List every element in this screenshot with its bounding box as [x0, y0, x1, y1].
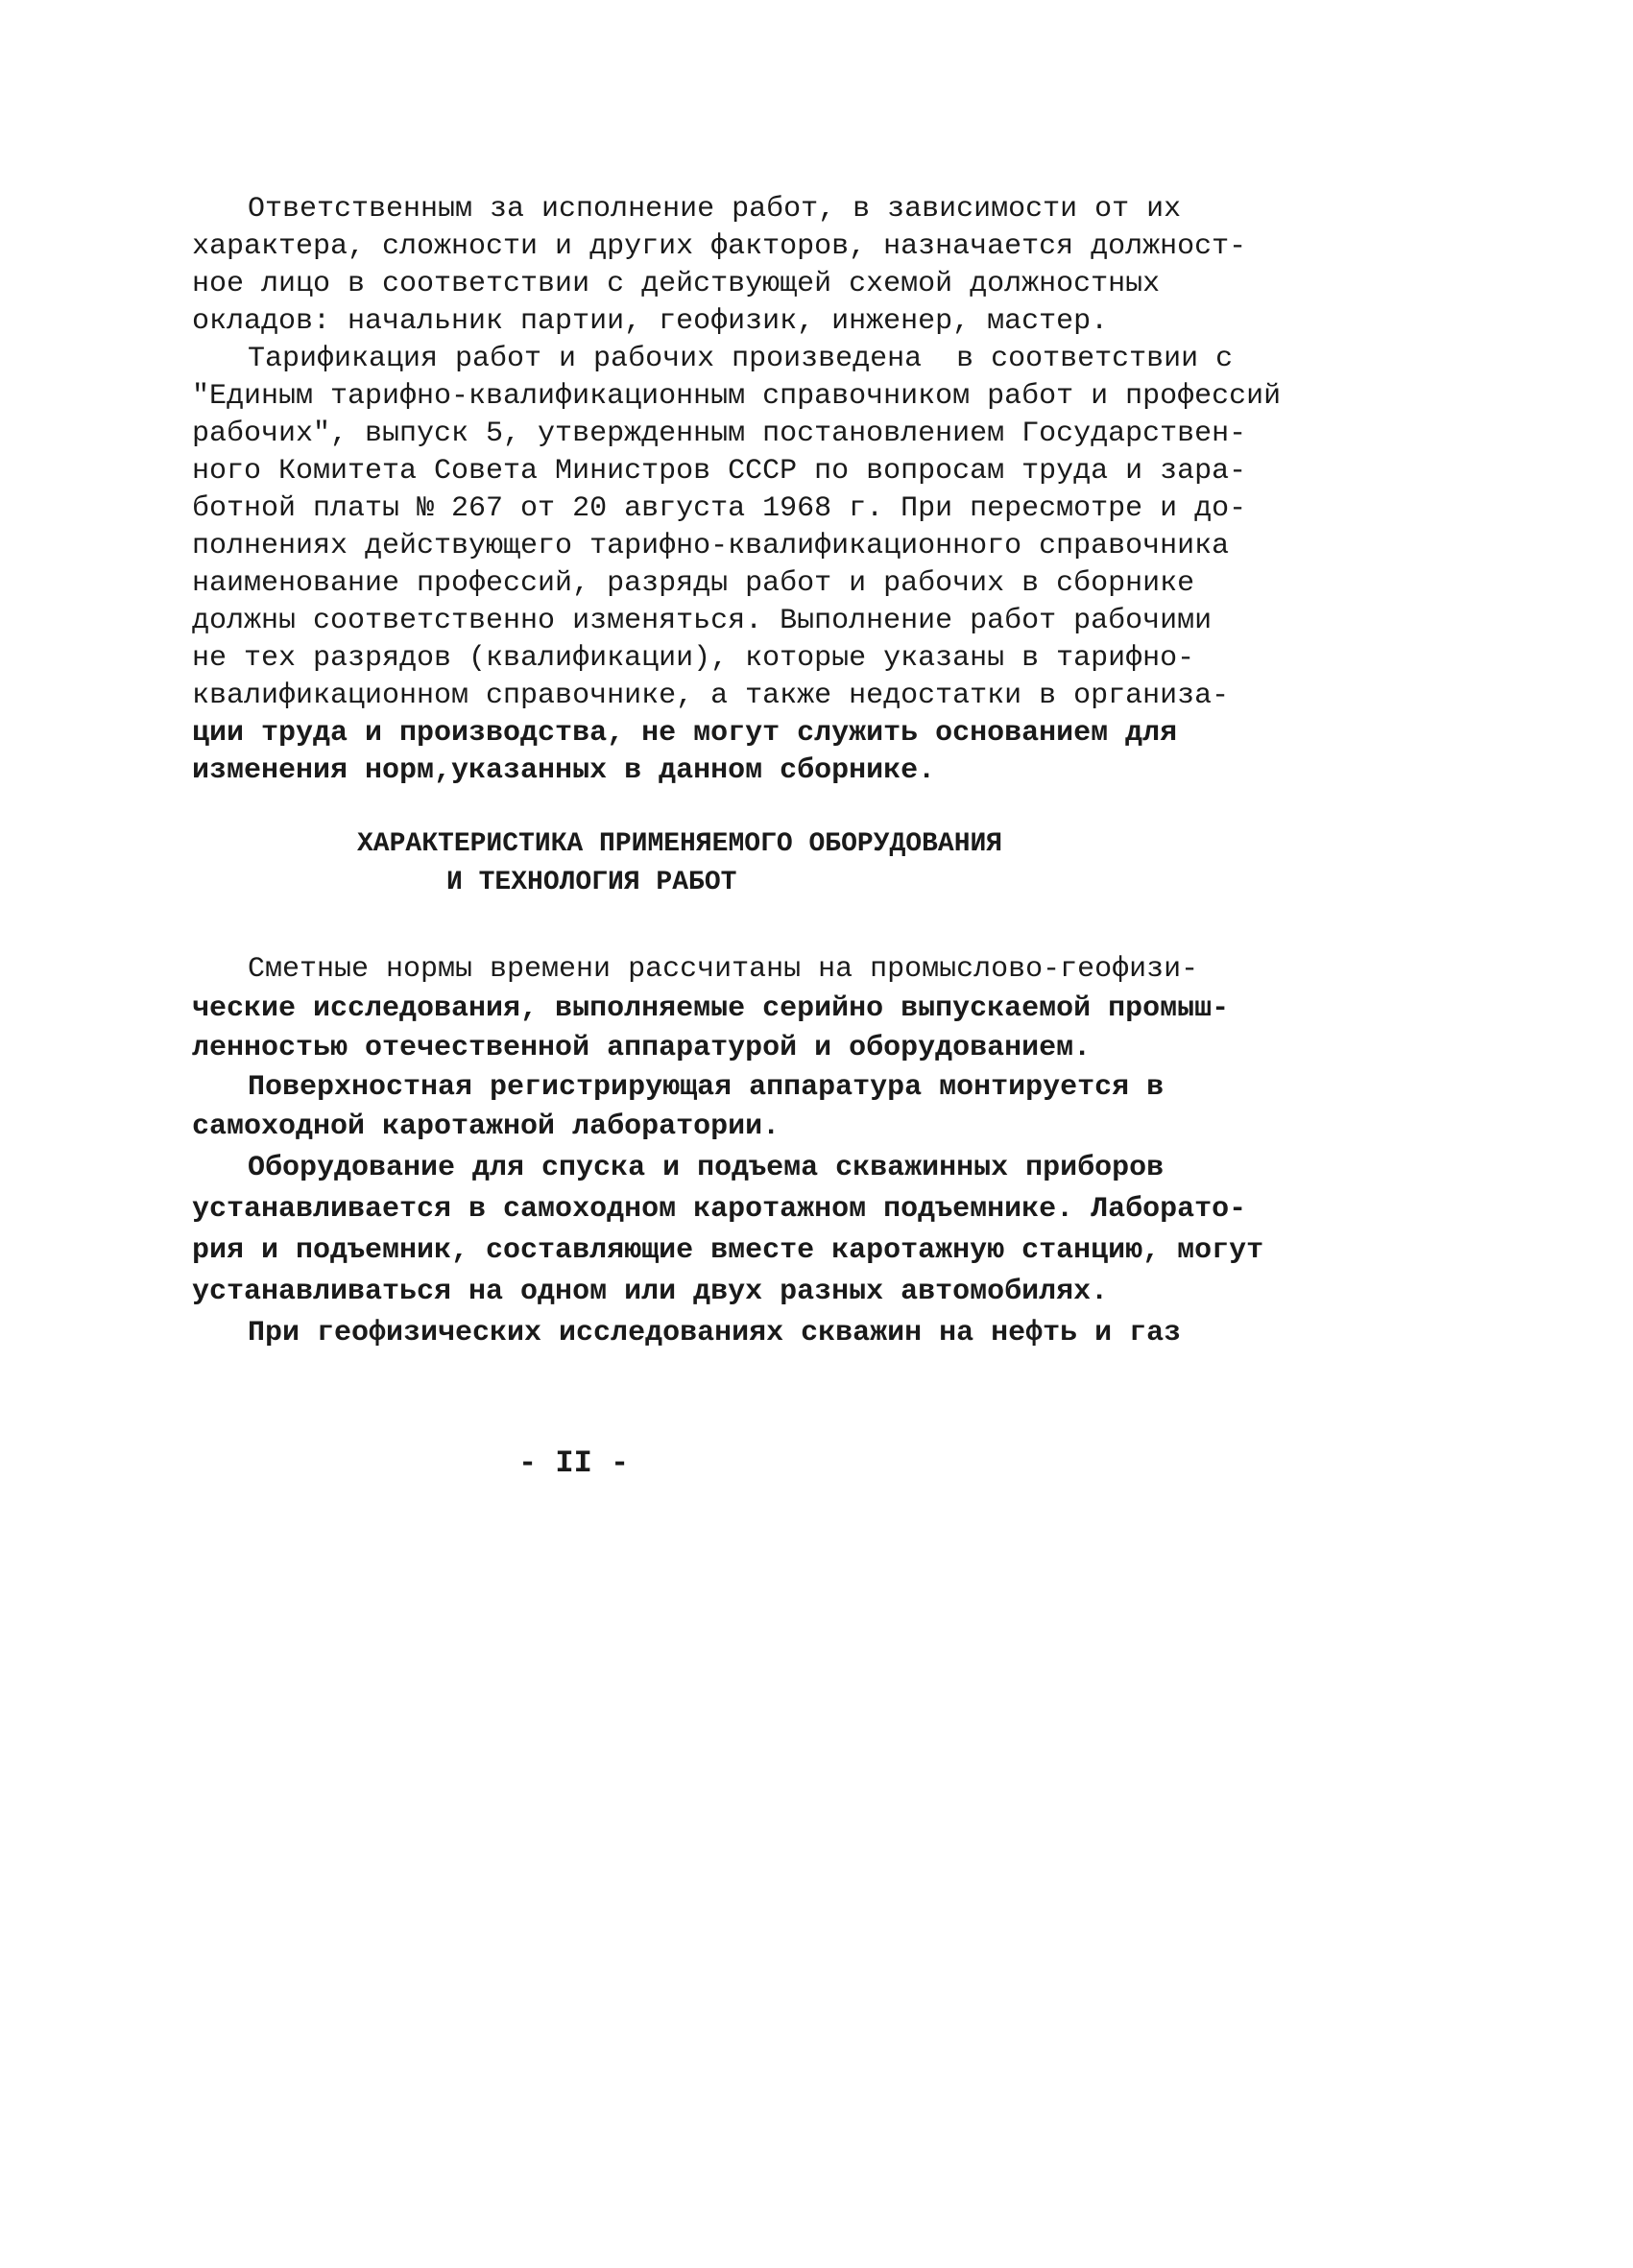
- text-line: характера, сложности и других факторов, назначается должност-: [192, 230, 1247, 263]
- text-line: окладов: начальник партии, геофизик, инженер, мастер.: [192, 305, 1109, 338]
- text-line: Тарификация работ и рабочих произведена в соответствии с: [248, 343, 1234, 375]
- text-line: устанавливаться на одном или двух разных автомобилях.: [192, 1276, 1109, 1308]
- section-heading: И ТЕХНОЛОГИЯ РАБОТ: [446, 868, 737, 897]
- text-line: "Единым тарифно-квалификационным справочником работ и профессий: [192, 380, 1282, 413]
- section-heading: ХАРАКТЕРИСТИКА ПРИМЕНЯЕМОГО ОБОРУДОВАНИЯ: [357, 829, 1003, 859]
- text-line: Оборудование для спуска и подъема скважинных приборов: [248, 1152, 1165, 1184]
- text-line: самоходной каротажной лаборатории.: [192, 1110, 780, 1143]
- text-line: изменения норм,указанных в данном сборнике.: [192, 754, 936, 787]
- text-line: наименование профессий, разряды работ и рабочих в сборнике: [192, 567, 1195, 600]
- text-line: Сметные нормы времени рассчитаны на промыслово-геофизи-: [248, 953, 1199, 986]
- text-line: При геофизических исследованиях скважин на нефть и газ: [248, 1317, 1182, 1349]
- text-line: ботной платы № 267 от 20 августа 1968 г. При пересмотре и до-: [192, 492, 1247, 525]
- text-line: ческие исследования, выполняемые серийно выпускаемой промыш-: [192, 992, 1230, 1025]
- page-number: - II -: [518, 1445, 630, 1481]
- text-line: не тех разрядов (квалификации), которые указаны в тарифно-: [192, 642, 1195, 675]
- text-line: квалификационном справочнике, а также недостатки в организа-: [192, 680, 1230, 712]
- text-line: ного Комитета Совета Министров СССР по вопросам труда и зара-: [192, 455, 1247, 488]
- text-line: Поверхностная регистрирующая аппаратура монтируется в: [248, 1071, 1165, 1104]
- text-line: устанавливается в самоходном каротажном подъемнике. Лаборато-: [192, 1193, 1247, 1226]
- text-line: ции труда и производства, не могут служить основанием для: [192, 717, 1178, 750]
- text-line: ное лицо в соответствии с действующей схемой должностных: [192, 268, 1161, 300]
- text-line: ленностью отечественной аппаратурой и оборудованием.: [192, 1032, 1092, 1064]
- text-line: рабочих", выпуск 5, утвержденным постановлением Государствен-: [192, 418, 1247, 450]
- text-line: должны соответственно изменяться. Выполнение работ рабочими: [192, 605, 1213, 637]
- text-line: Ответственным за исполнение работ, в зависимости от их: [248, 193, 1182, 226]
- text-line: рия и подъемник, составляющие вместе каротажную станцию, могут: [192, 1234, 1264, 1267]
- text-line: полнениях действующего тарифно-квалификационного справочника: [192, 530, 1230, 562]
